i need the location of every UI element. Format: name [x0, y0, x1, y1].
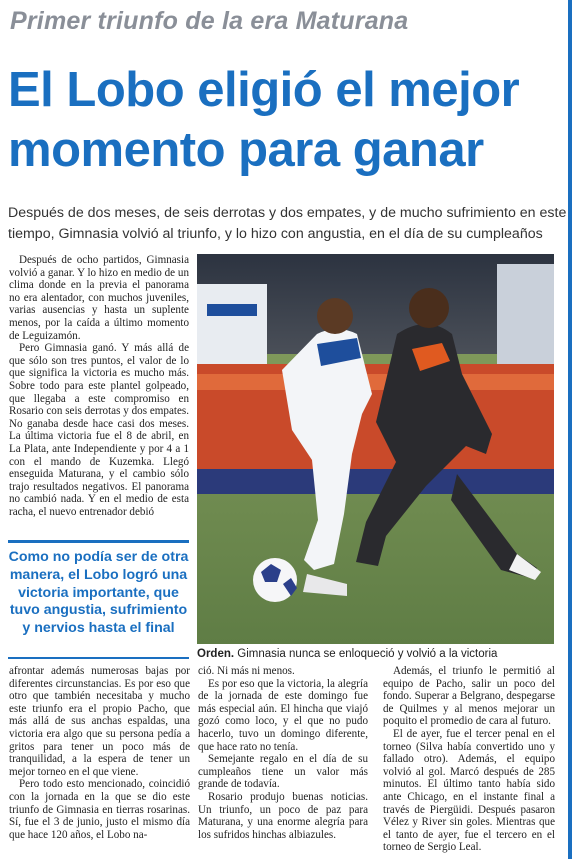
- column-d: [383, 665, 555, 854]
- paragraph: afrontar además numerosas bajas por diferentes circunstancias. Es por eso que otro que también necesitaba y mucho este triunfo era el propio Pacho, que más allá de sus anchas espaldas, una victoria era algo que su persona pedía a gritos para tener un poco más de tranquilidad, a la espera de tener un mejor torneo en el que viene.: [9, 665, 190, 778]
- pullquote-box: [8, 540, 189, 652]
- paragraph: ció. Ni más ni menos.: [198, 665, 295, 677]
- subheadline: Después de dos meses, de seis derrotas y dos empates, y de mucho sufrimiento en este tiempo, Gimnasia volvió al triunfo, y lo hizo con angustia, en el día de su cumpleaños: [8, 205, 567, 242]
- paragraph: Pero todo esto mencionado, coincidió con la jornada en la que se dio este triunfo de Gimnasia en tierras rosarinas. Sí, fue el 3 de junio, justo el mismo día que hace 120 años, el Lobo na-: [9, 778, 190, 841]
- column-b: [9, 665, 190, 841]
- match-photo: [197, 254, 554, 644]
- pullquote-rule: [8, 657, 189, 659]
- column-a: [9, 254, 189, 518]
- paragraph: Semejante regalo en el día de su cumpleaños tiene un valor más grande de todavía.: [198, 753, 368, 791]
- page-edge-rule: [568, 0, 572, 859]
- photo-caption: [197, 646, 557, 662]
- headline-line-2: momento para ganar: [8, 123, 484, 177]
- kicker: Primer triunfo de la era Maturana: [10, 7, 409, 35]
- pullquote: Como no podía ser de otra manera, el Lobo logró una victoria importante, que tuvo angustia, sufrimiento y nervios hasta el final: [8, 549, 189, 637]
- headline: [8, 60, 568, 180]
- headline-line-1: El Lobo eligió el mejor: [8, 63, 520, 117]
- paragraph: Después de ocho partidos, Gimnasia volvió a ganar. Y lo hizo en medio de un clima donde en la previa el panorama no era alentador, con muchos juveniles, varias ausencias y hasta un suplente menos, por la caída a último momento de Leguizamón.: [9, 254, 189, 342]
- caption-text: Gimnasia nunca se enloqueció y volvió a la victoria: [234, 648, 498, 660]
- photo-illustration: [197, 254, 554, 644]
- caption-label: Orden.: [197, 648, 235, 660]
- paragraph: El de ayer, fue el tercer penal en el torneo (Silva había convertido uno y fallado otro). Además, el equipo volvió al gol. Marcó después de 285 minutos. El último tanto había sido ante Chicago, en el instante final a través de Piergüidi. Después pasaron Vélez y River sin goles. Mientras que el tanto de ayer, fue el tercero en el torneo de Sergio Leal.: [383, 727, 555, 854]
- paragraph: Es por eso que la victoria, la alegría de la jornada de este domingo fue más especial aún. El hincha que viajó gozó como loco, y el que no pudo hacerlo, tuvo un domingo diferente, que hace rato no tenía.: [198, 677, 368, 753]
- paragraph: Rosario produjo buenas noticias. Un triunfo, un poco de paz para Maturana, y una enorme alegría para los sufridos hinchas albiazules.: [198, 790, 368, 841]
- paragraph: Además, el triunfo le permitió al equipo de Pacho, salir un poco del fondo. Superar a Belgrano, despegarse de Quilmes y al menos mejorar un poquito el promedio de cara al futuro.: [383, 665, 555, 728]
- column-c: [198, 665, 368, 841]
- paragraph: Pero Gimnasia ganó. Y más allá de que sólo son tres puntos, el valor de lo que significa la victoria es mucho más. Sobre todo para este plantel golpeado, que llegaba a este compromiso en Rosario con seis derrotas y dos empates. No ganaba desde hace casi dos meses. La última victoria fue el 8 de abril, en La Plata, ante Independiente y por 4 a 1 con el mando de Kuzemka. Llegó enseguida Maturana, y el cambio sólo trajo resultados negativos. El panorama no cambió nada. Y en el medio de esta racha, el nuevo entrenador debió: [9, 342, 189, 518]
